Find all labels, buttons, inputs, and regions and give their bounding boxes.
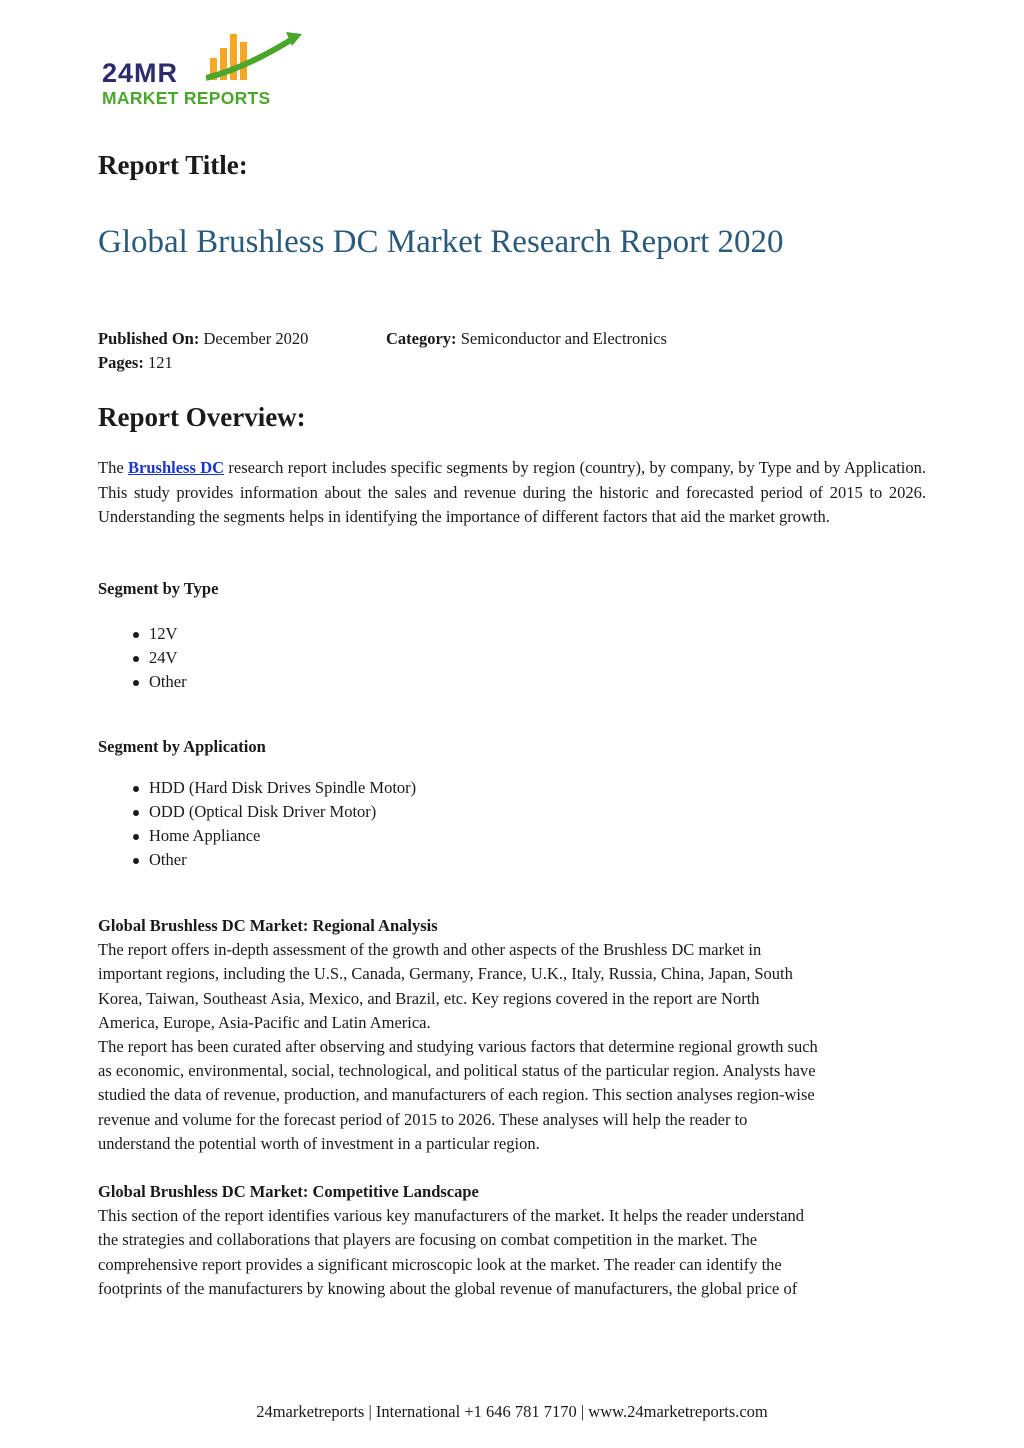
regional-line: as economic, environmental, social, technological, and political status of the particular region. Analysts have (98, 1061, 816, 1081)
logo-text-24mr: 24MR (102, 58, 179, 88)
segment-type-list (98, 622, 187, 694)
list-item: 12V (98, 622, 187, 646)
competitive-line: comprehensive report provides a significant microscopic look at the market. The reader can identify the (98, 1254, 782, 1274)
competitive-line: footprints of the manufacturers by knowing about the global revenue of manufacturers, the global price of (98, 1278, 798, 1298)
list-item: HDD (Hard Disk Drives Spindle Motor) (98, 776, 416, 800)
list-item: 24V (98, 646, 187, 670)
regional-line: The report offers in-depth assessment of the growth and other aspects of the Brushless DC market in (98, 940, 762, 960)
logo (102, 28, 312, 110)
regional-line: studied the data of revenue, production, and manufacturers of each region. This section analyses region-wise (98, 1085, 815, 1105)
segment-application-heading: Segment by Application (98, 737, 266, 756)
logo-graphic-icon (206, 28, 306, 82)
competitive-section (98, 1180, 926, 1301)
overview-text: research report includes specific segments by region (country), by company, by Type and by Application. This study provides information about the sales and revenue during the historic and forecasted period of 2015 to 2026. Understanding the segments helps in identifying the importance of different factors that aid the market growth. (98, 458, 927, 526)
report-title-label: Report Title: (98, 150, 248, 180)
competitive-line: This section of the report identifies various key manufacturers of the market. It helps the reader understand (98, 1206, 805, 1226)
competitive-heading: Global Brushless DC Market: Competitive Landscape (98, 1182, 479, 1201)
competitive-line: the strategies and collaborations that players are focusing on combat competition in the market. The (98, 1230, 758, 1250)
overview-paragraph (98, 456, 926, 530)
list-item: Home Appliance (98, 824, 416, 848)
meta-category (386, 327, 667, 351)
regional-section (98, 914, 926, 1156)
logo-text-market-reports: MARKET REPORTS (102, 88, 271, 108)
segment-type-heading: Segment by Type (98, 579, 219, 598)
list-item: Other (98, 670, 187, 694)
page-title: Global Brushless DC Market Research Report 2020 (98, 224, 784, 260)
category-label: Category: (386, 329, 457, 348)
published-value: December 2020 (203, 329, 309, 348)
pages-label: Pages: (98, 353, 144, 372)
meta-pages (98, 351, 173, 375)
page-footer: 24marketreports | International +1 646 781 7170 | www.24marketreports.com (256, 1402, 768, 1421)
regional-line: important regions, including the U.S., Canada, Germany, France, U.K., Italy, Russia, China, Japan, South (98, 964, 793, 984)
regional-line: Korea, Taiwan, Southeast Asia, Mexico, and Brazil, etc. Key regions covered in the report are North (98, 988, 760, 1008)
category-value: Semiconductor and Electronics (460, 329, 667, 348)
published-label: Published On: (98, 329, 200, 348)
regional-line: understand the potential worth of investment in a particular region. (98, 1133, 540, 1153)
list-item: Other (98, 848, 416, 872)
report-overview-label: Report Overview: (98, 402, 306, 432)
overview-prefix: The (98, 458, 129, 477)
meta-published (98, 327, 308, 351)
brushless-dc-link[interactable]: Brushless DC (128, 458, 225, 477)
regional-heading: Global Brushless DC Market: Regional Analysis (98, 916, 438, 935)
pages-value: 121 (147, 353, 173, 372)
regional-line: revenue and volume for the forecast period of 2015 to 2026. These analyses will help the reader to (98, 1109, 748, 1129)
list-item: ODD (Optical Disk Driver Motor) (98, 800, 416, 824)
regional-line: The report has been curated after observing and studying various factors that determine regional growth such (98, 1037, 818, 1057)
segment-application-list (98, 776, 416, 872)
regional-line: America, Europe, Asia-Pacific and Latin America. (98, 1012, 431, 1032)
